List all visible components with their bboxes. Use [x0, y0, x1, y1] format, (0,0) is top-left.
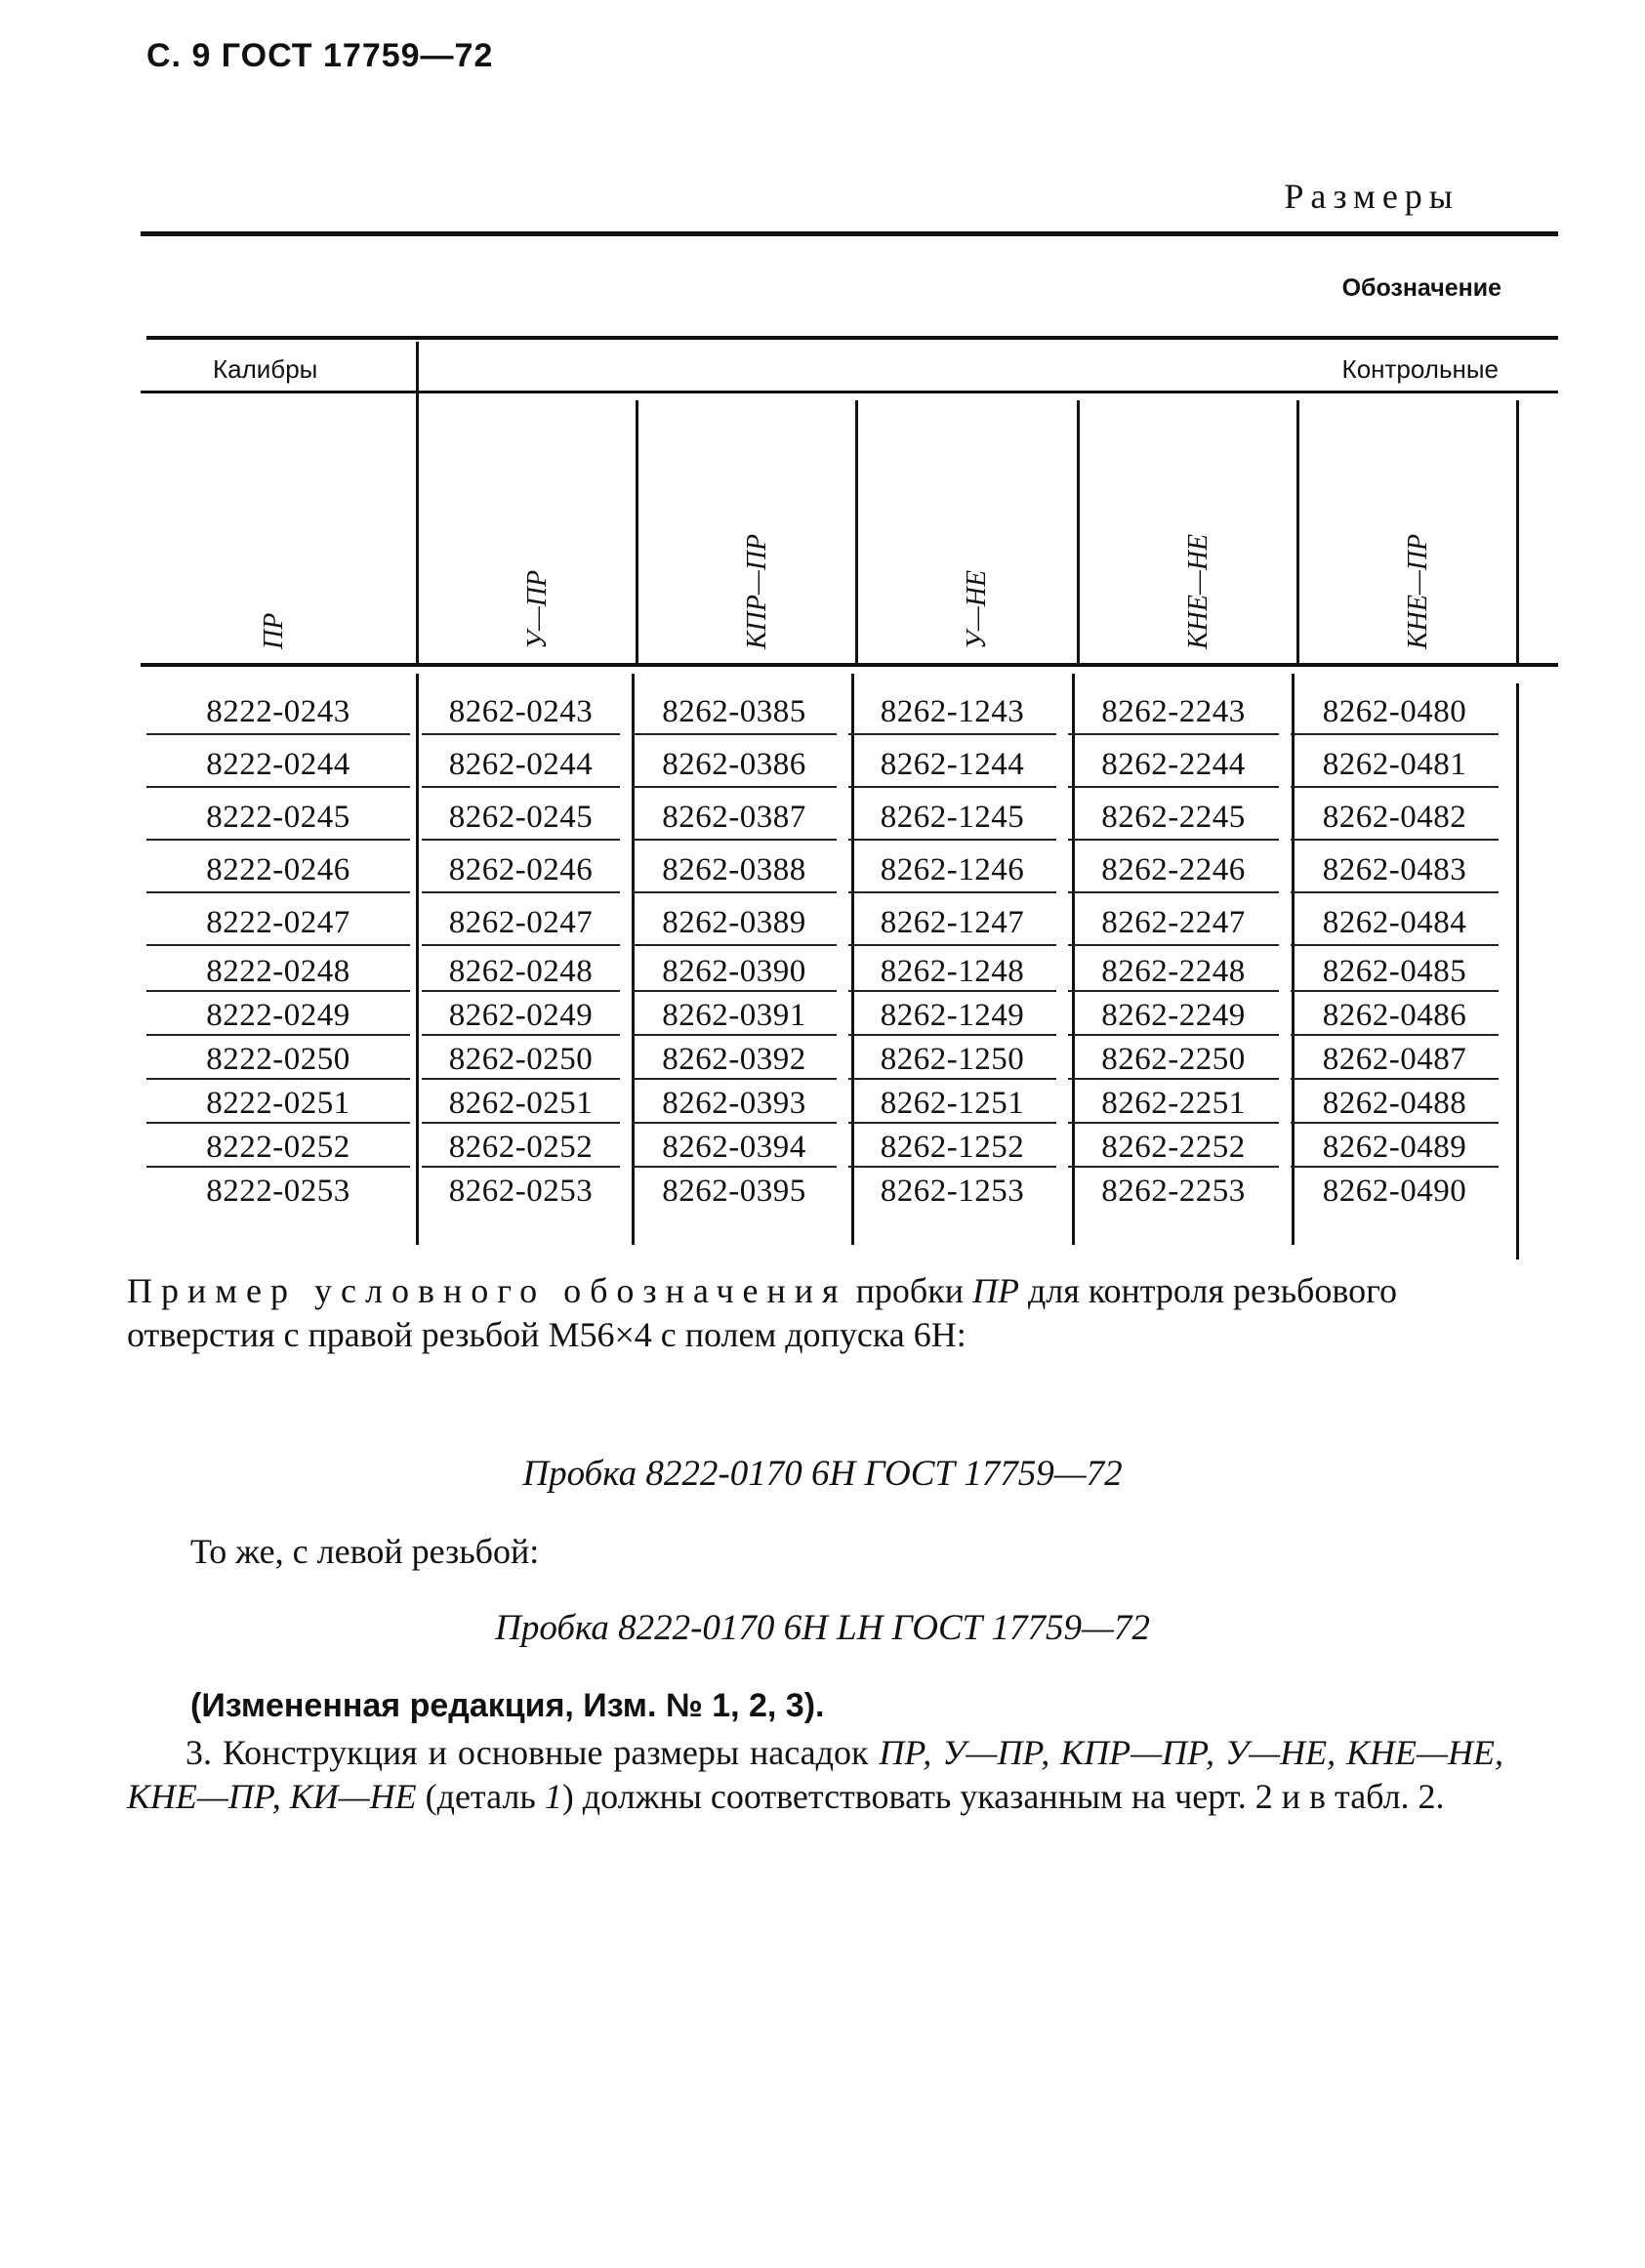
example-text: пробки	[846, 1271, 972, 1310]
table-cell: 8262-0480	[1291, 690, 1499, 735]
body-column-divider	[1516, 683, 1519, 1259]
item-3-text: (деталь	[416, 1777, 545, 1816]
table-cell: 8222-0248	[146, 954, 410, 992]
column-divider	[1077, 400, 1080, 664]
table-cell: 8262-0395	[662, 1174, 806, 1209]
column-divider	[416, 342, 419, 664]
column-divider	[855, 400, 858, 664]
column-divider	[636, 400, 638, 664]
table-cell: 8262-1251	[848, 1086, 1056, 1124]
example-designation-left: Пробка 8222-0170 6Н LH ГОСТ 17759—72	[495, 1608, 1150, 1648]
table-cell: 8262-0251	[422, 1086, 620, 1124]
designation-label: Обозначение	[1341, 274, 1501, 302]
table-cell: 8262-0249	[422, 998, 620, 1036]
table-cell: 8262-0250	[422, 1042, 620, 1080]
table-cell: 8262-0385	[632, 690, 837, 735]
amendment-note: (Измененная редакция, Изм. № 1, 2, 3).	[190, 1687, 825, 1724]
table-cell: 8262-0386	[632, 743, 837, 788]
item-3-paragraph	[127, 1731, 1503, 1819]
header-bottom-rule	[141, 663, 1558, 667]
table-cell: 8262-0488	[1291, 1086, 1499, 1124]
table-cell: 8262-2245	[1068, 796, 1279, 841]
control-group-label: Контрольные	[1341, 354, 1499, 384]
table-cell: 8222-0250	[146, 1042, 410, 1080]
example-designation-right: Пробка 8222-0170 6Н ГОСТ 17759—72	[522, 1454, 1123, 1494]
table-cell: 8262-0481	[1291, 743, 1499, 788]
table-cell: 8262-0252	[422, 1130, 620, 1168]
table-cell: 8262-1243	[848, 690, 1056, 735]
table-cell: 8262-0393	[632, 1086, 837, 1124]
table-cell: 8222-0252	[146, 1130, 410, 1168]
gauges-group-label: Калибры	[213, 354, 318, 384]
column-header	[513, 410, 571, 649]
table-cell: 8262-0388	[632, 848, 837, 893]
table-top-rule	[141, 231, 1558, 236]
example-paragraph	[127, 1269, 1503, 1357]
table-cell: 8222-0246	[146, 848, 410, 893]
table-cell: 8262-0392	[632, 1042, 837, 1080]
table-cell: 8262-0243	[422, 690, 620, 735]
part-number: 1	[544, 1777, 562, 1816]
designation-table	[141, 690, 1504, 1216]
column-divider	[1296, 400, 1299, 664]
table-cell: 8222-0253	[206, 1174, 350, 1209]
column-header	[952, 410, 1010, 649]
nozzle-list: ПР, У—ПР, КПР—ПР, У—НЕ, КНЕ—НЕ, КНЕ—ПР, КИ—НЕ	[127, 1733, 1503, 1816]
column-header-label: КНЕ—НЕ	[1183, 533, 1213, 649]
table-cell: 8262-1245	[848, 796, 1056, 841]
item-3-text: 3. Конструкция и основные размеры насадок	[185, 1733, 880, 1772]
table-cell: 8262-1252	[848, 1130, 1056, 1168]
table-cell: 8262-1244	[848, 743, 1056, 788]
table-cell: 8262-2244	[1068, 743, 1279, 788]
table-cell: 8262-2247	[1068, 901, 1279, 946]
table-cell: 8262-1249	[848, 998, 1056, 1036]
plug-type: ПР	[971, 1271, 1019, 1310]
table-cell: 8262-0247	[422, 901, 620, 946]
table-cell: 8262-0253	[448, 1174, 594, 1209]
table-cell: 8222-0243	[146, 690, 410, 735]
table-cell: 8262-0486	[1291, 998, 1499, 1036]
table-cell: 8262-1248	[848, 954, 1056, 992]
column-divider	[1516, 400, 1519, 664]
table-cell: 8262-0244	[422, 743, 620, 788]
table-cell: 8262-2248	[1068, 954, 1279, 992]
table-cell: 8222-0244	[146, 743, 410, 788]
page-header: С. 9 ГОСТ 17759—72	[146, 37, 494, 74]
table-cell: 8222-0247	[146, 901, 410, 946]
table-cell: 8262-0248	[422, 954, 620, 992]
table-cell: 8262-0483	[1291, 848, 1499, 893]
table-cell: 8262-0390	[632, 954, 837, 992]
table-cell: 8262-0246	[422, 848, 620, 893]
item-3-text: ) должны соответствовать указанным на черт. 2 и в табл. 2.	[561, 1777, 1445, 1816]
table-cell: 8262-1253	[880, 1174, 1025, 1209]
table-cell: 8262-2249	[1068, 998, 1279, 1036]
table-cell: 8262-0394	[632, 1130, 837, 1168]
table-cell: 8262-0484	[1291, 901, 1499, 946]
table-cell: 8222-0249	[146, 998, 410, 1036]
table-caption: Размеры	[1284, 177, 1460, 216]
table-cell: 8262-2243	[1068, 690, 1279, 735]
column-header	[1173, 410, 1232, 649]
table-cell: 8262-0389	[632, 901, 837, 946]
table-cell: 8262-0487	[1291, 1042, 1499, 1080]
column-header	[249, 410, 308, 649]
table-cell: 8262-2250	[1068, 1042, 1279, 1080]
example-text: для контроля резьбового отверстия с правой резьбой М56×4 с полем допуска 6Н:	[127, 1271, 1397, 1354]
table-cell: 8262-2252	[1068, 1130, 1279, 1168]
table-cell: 8262-0245	[422, 796, 620, 841]
table-cell: 8262-1246	[848, 848, 1056, 893]
table-cell: 8262-0485	[1291, 954, 1499, 992]
table-cell: 8222-0245	[146, 796, 410, 841]
column-header-label: КНЕ—ПР	[1403, 533, 1433, 649]
left-thread-label: То же, с левой резьбой:	[190, 1532, 540, 1571]
table-cell: 8262-0482	[1291, 796, 1499, 841]
table-cell: 8262-2246	[1068, 848, 1279, 893]
table-cell: 8262-2253	[1101, 1174, 1246, 1209]
table-cell: 8262-0490	[1322, 1174, 1467, 1209]
column-header-label: У—ПР	[522, 569, 553, 649]
example-intro: Пример условного обозначения	[127, 1271, 847, 1310]
column-header	[1393, 410, 1452, 649]
table-cell: 8262-0387	[632, 796, 837, 841]
column-header	[732, 410, 791, 649]
table-cell: 8222-0251	[146, 1086, 410, 1124]
table-cell: 8262-0391	[632, 998, 837, 1036]
designation-rule	[146, 336, 1558, 340]
table-cell: 8262-1247	[848, 901, 1056, 946]
group-rule	[141, 391, 1558, 393]
table-cell: 8262-0489	[1291, 1130, 1499, 1168]
column-header-label: У—НЕ	[962, 569, 992, 649]
column-header-label: ПР	[259, 612, 289, 649]
column-header-label: КПР—ПР	[742, 533, 772, 649]
table-cell: 8262-1250	[848, 1042, 1056, 1080]
table-cell: 8262-2251	[1068, 1086, 1279, 1124]
